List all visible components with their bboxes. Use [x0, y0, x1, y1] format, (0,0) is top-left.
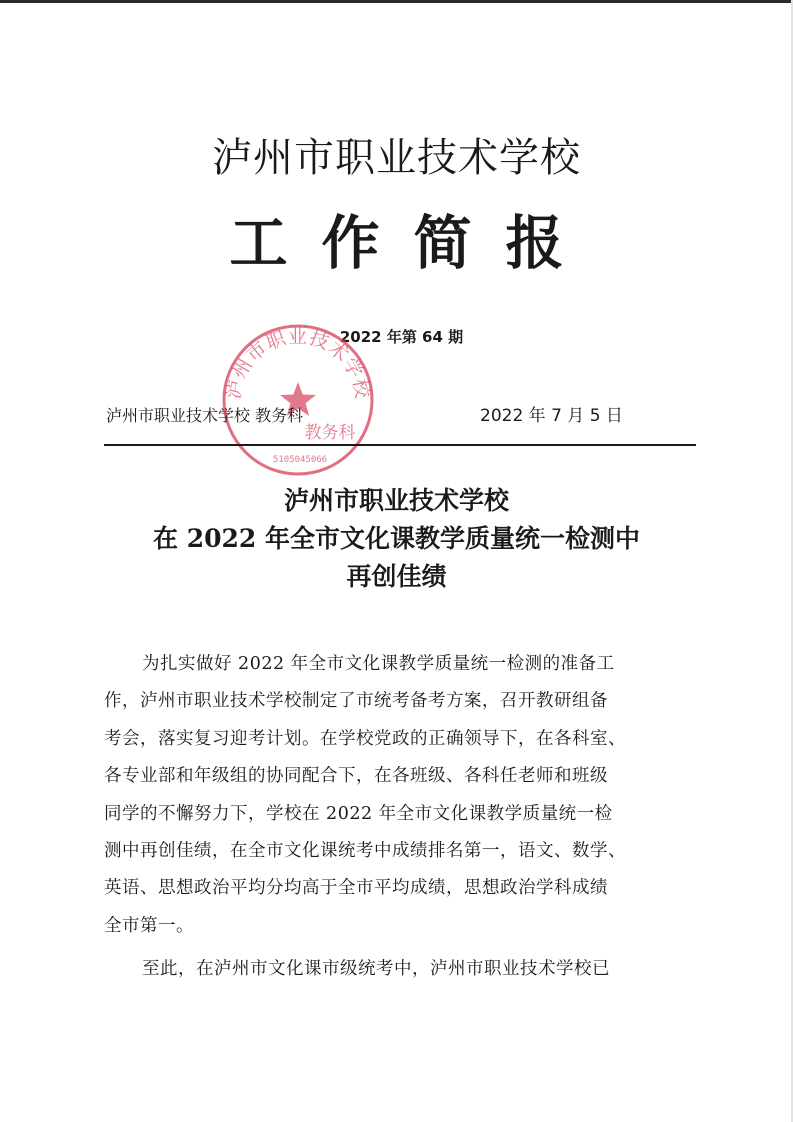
- official-seal: [218, 320, 378, 480]
- article-body: [104, 646, 704, 989]
- headline-line: 泸州市职业技术学校: [283, 486, 509, 515]
- body-line: 同学的不懈努力下，学校在 2022 年全市文化课教学质量统一检: [104, 803, 613, 824]
- issuing-department: 泸州市职业技术学校 教务科: [106, 406, 304, 425]
- body-line: 测中再创佳绩，在全市文化课统考中成绩排名第一，语文、数学、: [104, 841, 626, 862]
- header-divider: [104, 444, 696, 446]
- headline-line: 再创佳绩: [346, 562, 447, 591]
- issue-date: 2022 年 7 月 5 日: [480, 406, 623, 426]
- seal-serial: 5105045066: [272, 455, 328, 465]
- body-line: 英语、思想政治平均分均高于全市平均成绩，思想政治学科成绩: [104, 878, 608, 899]
- body-line: 为扎实做好 2022 年全市文化课教学质量统一检测的准备工: [142, 654, 615, 674]
- seal-center-text: 教务科: [304, 423, 356, 443]
- body-line: 各专业部和年级组的协同配合下，在各班级、各科任老师和班级: [104, 766, 608, 787]
- seal-ring-text: 泸州市职业技术学校: [222, 325, 374, 401]
- article-headline: [0, 482, 793, 596]
- body-line: 全市第一。: [104, 915, 194, 936]
- masthead-school-name: 泸州市职业技术学校: [212, 135, 581, 181]
- body-line: 作，泸州市职业技术学校制定了市统考备考方案，召开教研组备: [104, 691, 608, 712]
- headline-line: 在 2022 年全市文化课教学质量统一检测中: [153, 524, 640, 553]
- masthead-title: 工作简报: [229, 209, 598, 277]
- page-top-border: [0, 0, 793, 3]
- issue-number: 2022 年第 64 期: [339, 328, 464, 346]
- body-line: 至此，在泸州市文化课市级统考中，泸州市职业技术学校已: [142, 959, 610, 980]
- body-line: 考会，落实复习迎考计划。在学校党政的正确领导下，在各科室、: [104, 728, 626, 749]
